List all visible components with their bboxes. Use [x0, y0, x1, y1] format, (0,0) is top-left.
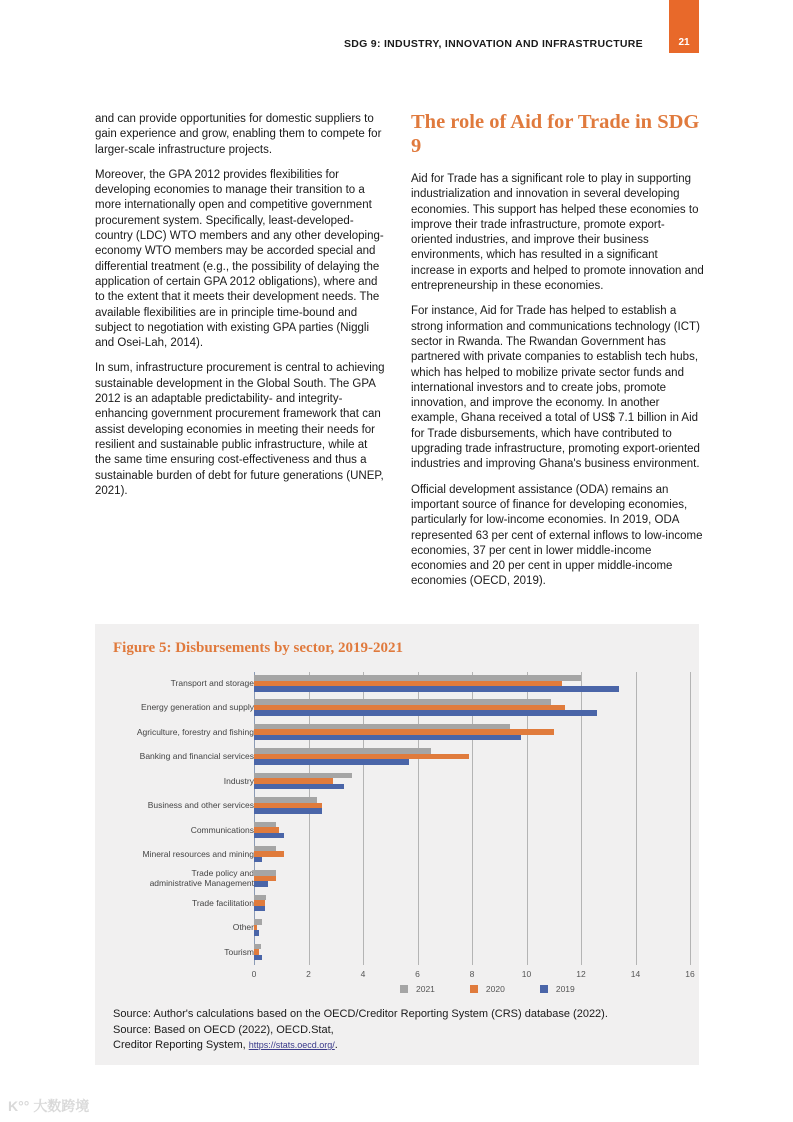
- legend-label: 2019: [555, 984, 575, 994]
- bar-2019: [254, 686, 619, 692]
- source-line: Source: Based on OECD (2022), OECD.Stat,: [113, 1023, 334, 1036]
- category-label: Business and other services: [147, 800, 254, 811]
- gridline: [309, 672, 310, 965]
- category-label: Mineral resources and mining: [142, 848, 254, 859]
- category-label: Tourism: [224, 946, 254, 957]
- bar-2019: [254, 955, 262, 961]
- x-tick-label: 8: [469, 969, 475, 979]
- legend-item-2019: [540, 984, 575, 994]
- bar-2019: [254, 808, 322, 814]
- bar-2019: [254, 735, 521, 741]
- chart-legend: [400, 984, 575, 994]
- bar-2019: [254, 930, 259, 936]
- category-label: Industry: [223, 775, 254, 786]
- category-label: Other: [232, 922, 254, 933]
- source-text: .: [334, 1039, 338, 1051]
- x-tick-label: 2: [306, 969, 311, 979]
- legend-item-2020: [470, 984, 505, 994]
- bar-2019: [254, 906, 265, 912]
- paragraph: In sum, infrastructure procurement is central to achieving sustainable development in the Global South. The GPA 2012 is an adaptable predictability- and integrity-enhancing government procurement framework that can assist developing economies in meeting their needs for resilient and sustainable public infrastructure, while at the same time ensuring cost-effectiveness and thus a sustainable burden of debt for future generations (UNEP, 2021).: [95, 362, 385, 497]
- bar-2019: [254, 857, 262, 863]
- x-tick-label: 4: [360, 969, 366, 979]
- x-tick-label: 14: [630, 969, 641, 979]
- category-label: Communications: [190, 824, 254, 835]
- source-link[interactable]: https://stats.oecd.org/: [248, 1040, 335, 1050]
- source-line: Source: Author's calculations based on the OECD/Creditor Reporting System (CRS) database (2022).: [113, 1008, 608, 1020]
- page-number-tab: [669, 0, 699, 53]
- running-header: SDG 9: INDUSTRY, INNOVATION AND INFRASTRUCTURE: [343, 38, 643, 50]
- page-number: 21: [678, 37, 690, 48]
- gridline: [527, 672, 528, 965]
- figure-panel: [95, 624, 699, 1065]
- section-title: The role of Aid for Trade in SDG 9: [411, 111, 700, 157]
- legend-label: 2020: [485, 984, 505, 994]
- x-tick-label: 0: [251, 969, 257, 979]
- gridline: [636, 672, 637, 965]
- bar-2019: [254, 784, 344, 790]
- legend-swatch-icon: [470, 985, 478, 993]
- category-label: Trade facilitation: [191, 897, 254, 908]
- gridline: [418, 672, 419, 965]
- bar-chart-plot-area: [251, 672, 695, 979]
- bar-2019: [254, 881, 268, 887]
- legend-swatch-icon: [400, 985, 408, 993]
- category-label: Transport and storage: [170, 678, 254, 688]
- category-label: Energy generation and supply: [141, 702, 254, 713]
- bar-2019: [254, 710, 597, 716]
- source-text: Creditor Reporting System,: [113, 1039, 249, 1051]
- gridline: [472, 672, 473, 965]
- watermark-logo-icon: K°°: [8, 1098, 30, 1114]
- right-column: [411, 112, 704, 600]
- gridline: [690, 672, 691, 965]
- figure-source: [113, 1007, 608, 1054]
- bar-2019: [254, 759, 409, 765]
- gridline: [363, 672, 364, 965]
- legend-label: 2021: [416, 984, 435, 994]
- x-tick-label: 16: [685, 969, 695, 979]
- watermark-text: 大数跨境: [33, 1098, 90, 1114]
- watermark: [8, 1096, 89, 1116]
- legend-swatch-icon: [540, 985, 548, 993]
- x-tick-label: 6: [415, 969, 420, 979]
- source-line: [113, 1038, 608, 1054]
- paragraph: Aid for Trade has a significant role to play in supporting industrialization and innovation in several developing economies. This support has helped these economies to improve their trade infrastructure, promote export-oriented industries, and improve their business environments, which has resulted in a significant increase in exports and helped to promote innovation and entrepreneurship in these economies.: [411, 173, 704, 293]
- figure-title: Figure 5: Disbursements by sector, 2019-2021: [113, 640, 403, 656]
- paragraph: For instance, Aid for Trade has helped to establish a strong information and communications technology (ICT) sector in Rwanda. The Rwandan Government has partnered with private companies to establish tech hubs, which has helped to mobilize private sector funds and international investors and to create jobs, promote innovation, and improve the economy. In another example, Ghana received a total of US$ 7.1 billion in Aid for Trade disbursements, which have contributed to upgrading trade infrastructure, promoting export-oriented industries and improving Ghana's business environment.: [411, 305, 700, 471]
- x-tick-label: 12: [576, 969, 586, 979]
- legend-item-2021: [400, 984, 435, 994]
- category-label: Trade policy and administrative Management: [149, 868, 254, 889]
- x-tick-label: 10: [521, 969, 532, 979]
- bar-2019: [254, 833, 284, 839]
- gridline: [581, 672, 582, 965]
- paragraph: Moreover, the GPA 2012 provides flexibilities for developing economies to manage their transition to a more internationally open and competitive government procurement system. Specifically, least-developed-country (LDC) WTO members and any other developing-economy WTO members may be accorded special and differential treatment (e.g., the possibility of delaying the application of certain GPA 2012 obligations), where and to the extent that it meets their development needs. The available flexibilities are in principle time-bound and subject to negotiation with existing GPA parties (Niggli and Osei-Lah, 2014).: [95, 168, 384, 350]
- category-label: Agriculture, forestry and fishing: [136, 726, 254, 737]
- left-column: [95, 112, 385, 509]
- category-label: Banking and financial services: [139, 751, 254, 762]
- paragraph: and can provide opportunities for domestic suppliers to gain experience and grow, enabling them to compete for larger-scale infrastructure projects.: [95, 113, 382, 156]
- paragraph: Official development assistance (ODA) remains an important source of finance for developing economies, particularly for low-income economies. In 2019, ODA represented 63 per cent of external inflows to low-income economies, 37 per cent in lower middle-income economies and 20 per cent in upper middle-income economies (OECD, 2019).: [411, 483, 703, 588]
